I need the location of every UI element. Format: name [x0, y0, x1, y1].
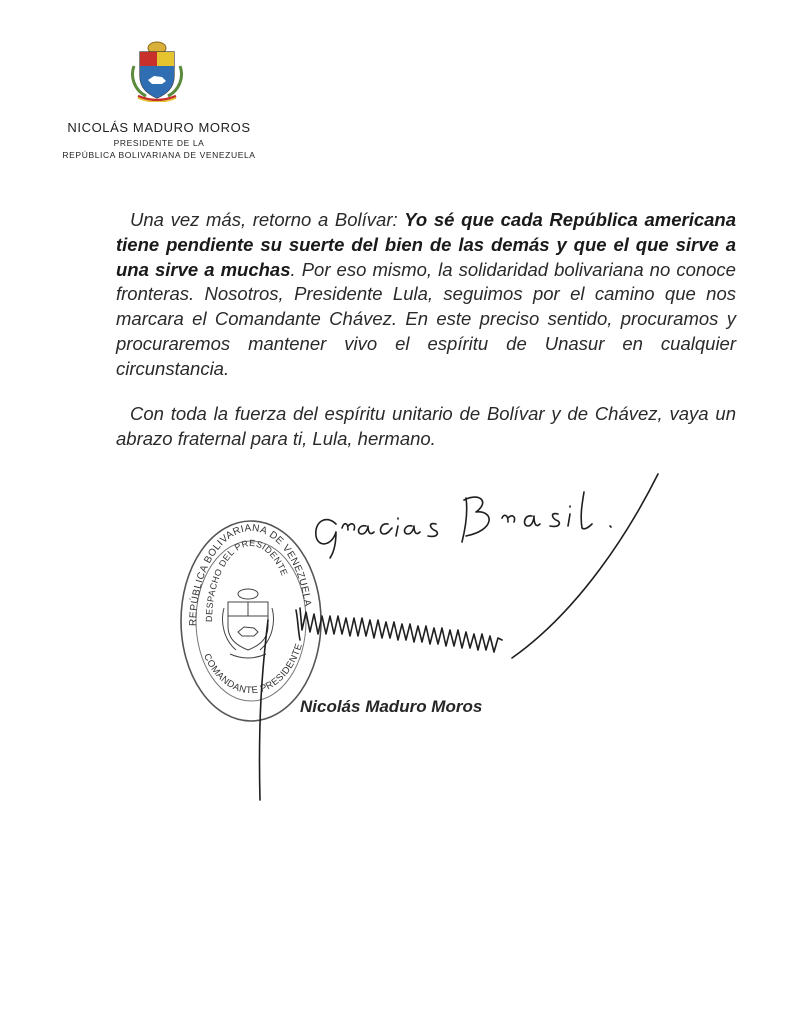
bolivar-quote: Yo sé que cada República americana tiene pendiente su suerte del bien de las demás y que el que sirve a una sirve a muchas: [116, 209, 737, 280]
signatory-name: Nicolás Maduro Moros: [300, 697, 483, 716]
paragraph-closing: Con toda la fuerza del espíritu unitario de Bolívar y de Chávez, vaya un abrazo fraternal para ti, Lula, hermano.: [116, 403, 736, 449]
letterhead-role: PRESIDENTE DE LA: [113, 138, 205, 148]
paragraph-intro: Una vez más, retorno a Bolívar:: [130, 209, 405, 230]
paragraph-rest: . Por eso mismo, la solidaridad bolivariana no conoce fronteras. Nosotros, Presidente Lula, seguimos por el camino que nos marcara el Comandante Chávez. En este preciso sentido, procuramos y procuraremos mantener vivo el espíritu de Unasur en cualquier circunstancia.: [116, 258, 736, 379]
paragraph-bolivar: [116, 208, 736, 382]
seal-inner-text: DESPACHO DEL PRESIDENTE: [203, 537, 290, 623]
seal-outer-text: REPÚBLICA BOLIVARIANA DE VENEZUELA: [187, 522, 313, 627]
letterhead-country: REPÚBLICA BOLIVARIANA DE VENEZUELA: [62, 150, 256, 160]
seal-bottom-text: COMANDANTE PRESIDENTE: [201, 641, 305, 697]
coat-of-arms-icon: [126, 36, 188, 102]
handwritten-signature-icon: [240, 470, 670, 810]
letterhead-name: NICOLÁS MADURO MOROS: [67, 120, 251, 135]
